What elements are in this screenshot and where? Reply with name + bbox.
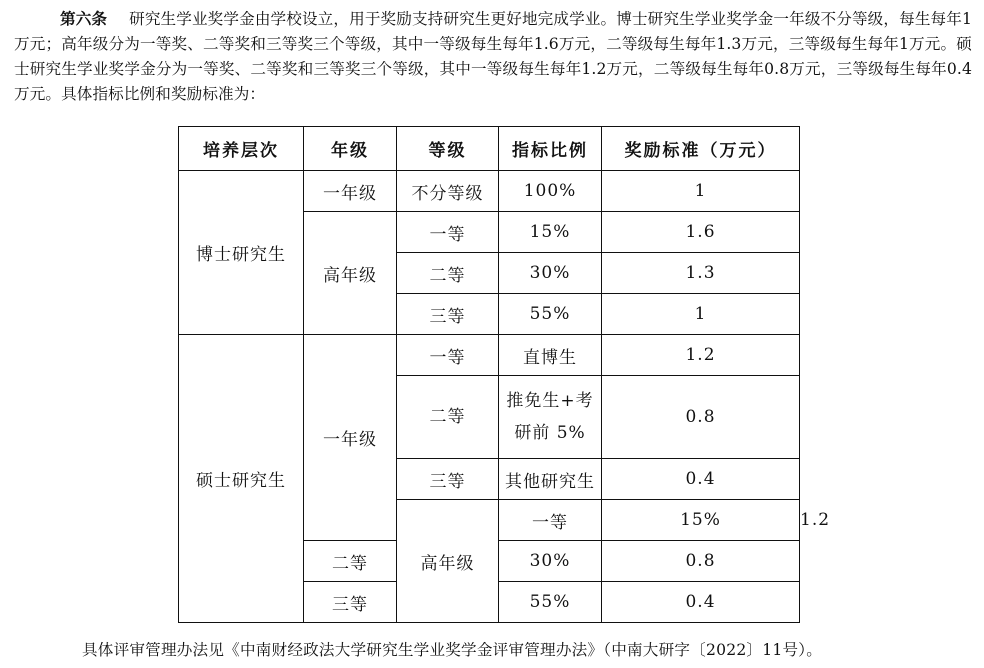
article-label: 第六条 [60,9,108,28]
header-amount: 奖励标准（万元） [602,127,800,171]
header-ratio: 指标比例 [499,127,602,171]
footnote: 具体评审管理办法见《中南财经政法大学研究生学业奖学金评审管理办法》（中南大研字〔2022〕11号）。 [82,641,823,659]
ratio-cell: 15% [602,500,800,541]
ratio-cell: 30% [499,541,602,582]
table-row [179,171,800,212]
ratio-cell: 15% [499,212,602,253]
scholarship-table [178,126,831,623]
ratio-cell: 55% [499,294,602,335]
table-header-row [179,127,800,171]
rank-cell: 三等 [397,459,499,500]
amount-cell: 1 [602,171,800,212]
ratio-line: 推免生+考 [506,391,594,411]
ratio-cell: 100% [499,171,602,212]
grade-cell: 一年级 [304,335,397,541]
amount-cell: 0.8 [602,541,800,582]
table-row [179,335,800,376]
rank-cell: 三等 [304,582,397,623]
rank-cell: 三等 [397,294,499,335]
article-text: 研究生学业奖学金由学校设立，用于奖励支持研究生更好地完成学业。博士研究生学业奖学金一年级不分等级，每生每年1万元；高年级分为一等奖、二等奖和三等奖三个等级，其中一等级每生每年1.6万元，二等级每生每年1.3万元，三等级每生每年1万元。硕士研究生学业奖学金分为一等奖、二等奖和三等奖三个等级，其中一等级每生每年1.2万元，二等级每生每年0.8万元，三等级每生每年0.4万元。具体指标比例和奖励标准为： [14,10,972,103]
amount-cell: 1 [602,294,800,335]
rank-cell: 一等 [397,335,499,376]
ratio-cell: 直博生 [499,335,602,376]
amount-cell: 1.2 [602,335,800,376]
rank-cell: 不分等级 [397,171,499,212]
article-paragraph [14,6,972,107]
ratio-cell: 30% [499,253,602,294]
phd-level-cell: 博士研究生 [179,171,304,335]
amount-cell: 1.3 [602,253,800,294]
rank-cell: 一等 [397,212,499,253]
rank-cell: 二等 [397,376,499,459]
scholarship-table-container [178,126,831,623]
rank-cell: 一等 [499,500,602,541]
ratio-line: 研前 5% [514,423,586,443]
ratio-cell: 其他研究生 [499,459,602,500]
ratio-cell: 55% [499,582,602,623]
ratio-cell [499,376,602,459]
rank-cell: 二等 [397,253,499,294]
header-level: 培养层次 [179,127,304,171]
master-level-cell: 硕士研究生 [179,335,304,623]
table-row: 高年级 一等 15% 1.2 [179,500,800,541]
rank-cell: 二等 [304,541,397,582]
amount-cell: 1.6 [602,212,800,253]
amount-cell: 0.4 [602,582,800,623]
grade-cell: 高年级 [397,500,499,623]
grade-cell: 一年级 [304,171,397,212]
amount-cell: 0.4 [602,459,800,500]
header-grade: 年级 [304,127,397,171]
grade-cell: 高年级 [304,212,397,335]
header-rank: 等级 [397,127,499,171]
amount-cell: 0.8 [602,376,800,459]
